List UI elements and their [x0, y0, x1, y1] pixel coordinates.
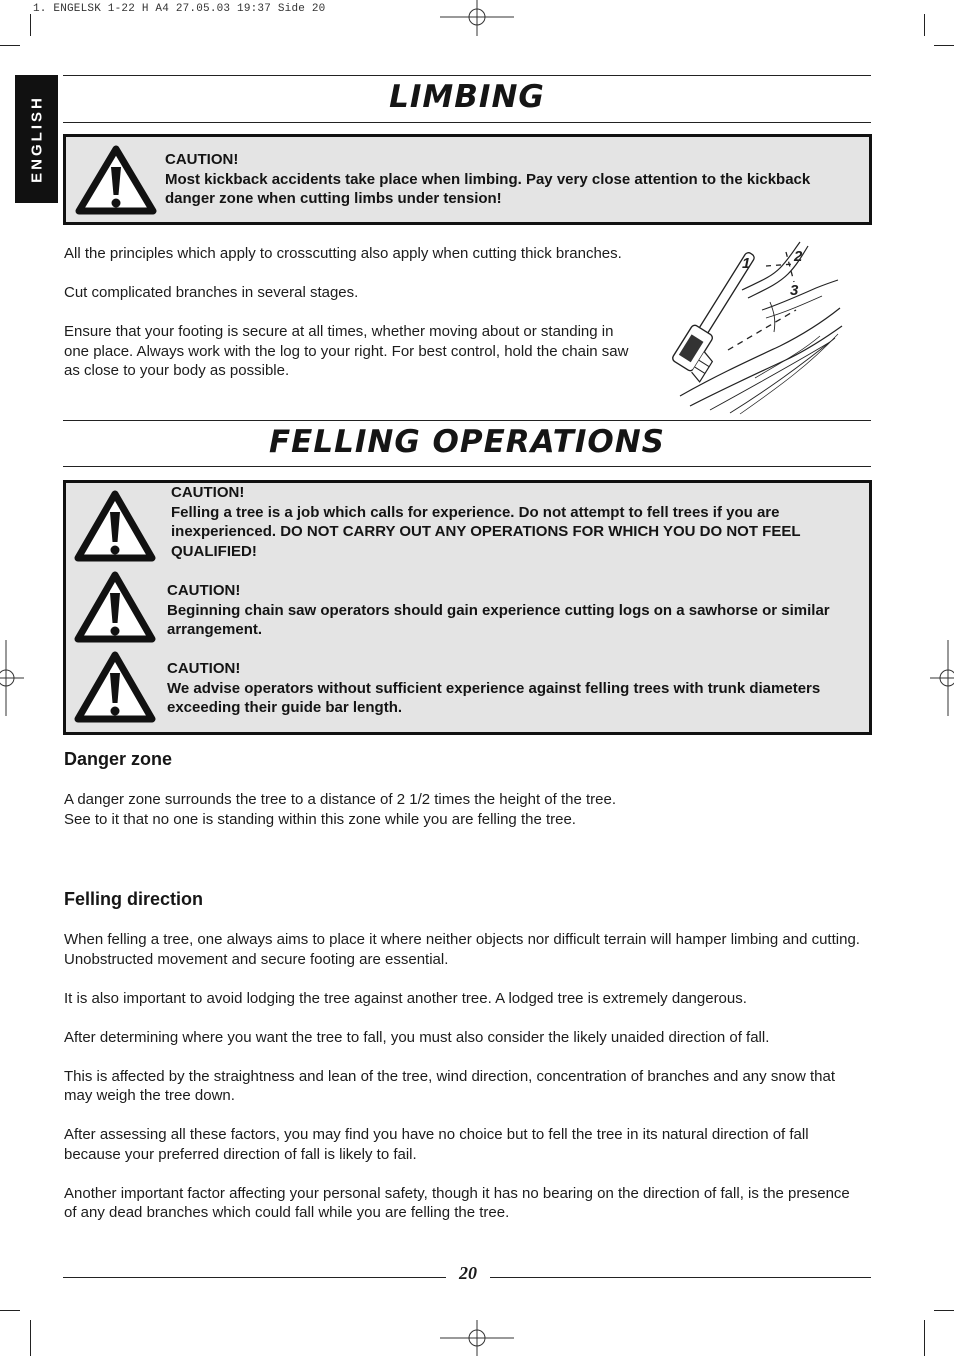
caution-label: CAUTION!	[167, 660, 241, 677]
paragraph: Another important factor affecting your personal safety, though it has no bearing on the direction of fall, is the presence of any dead branches which could fall while you are felling the tree.	[64, 1184, 850, 1221]
subheading-danger-zone: Danger zone	[64, 749, 173, 769]
caution-label: CAUTION!	[167, 582, 241, 599]
warning-triangle-icon	[72, 649, 158, 725]
paragraph: When felling a tree, one always aims to place it where neither objects nor difficult terrain will hamper limbing and cutting. Unobstructed movement and secure footing are essential.	[64, 931, 860, 968]
caution-text	[167, 581, 857, 640]
caution-message: Most kickback accidents take place when limbing. Pay very close attention to the kickback danger zone when cutting limbs under tension!	[165, 170, 811, 207]
caution-text	[165, 150, 855, 209]
danger-zone-body	[64, 790, 864, 829]
heading-rule	[63, 420, 871, 421]
felling-direction-body	[64, 930, 864, 1223]
caution-message: Beginning chain saw operators should gain experience cutting logs on a sawhorse or similar arrangement.	[167, 601, 830, 638]
figure-label: 3	[790, 282, 799, 299]
language-tab-label: ENGLISH	[28, 95, 45, 183]
warning-triangle-icon	[72, 488, 158, 564]
crop-mark	[0, 45, 20, 46]
crop-mark	[30, 1320, 31, 1356]
paragraph: See to it that no one is standing within this zone while you are felling the tree.	[64, 810, 576, 828]
registration-mark-icon	[930, 640, 954, 716]
crop-mark	[924, 1320, 925, 1356]
paragraph: This is affected by the straightness and lean of the tree, wind direction, concentration of branches and any snow that may weigh the tree down.	[64, 1067, 836, 1104]
print-slug: 1. ENGELSK 1-22 H A4 27.05.03 19:37 Side 20	[33, 3, 326, 15]
paragraph: After determining where you want the tree to fall, you must also consider the likely unaided direction of fall.	[64, 1028, 770, 1046]
crop-mark	[0, 1310, 20, 1311]
limbing-illustration	[670, 238, 850, 416]
subheading-felling-direction: Felling direction	[64, 889, 204, 909]
section-title-felling: FELLING OPERATIONS	[268, 424, 666, 460]
caution-text	[167, 659, 857, 718]
caution-text	[171, 483, 861, 561]
language-tab	[15, 75, 58, 203]
heading-rule	[63, 122, 871, 123]
paragraph: It is also important to avoid lodging the tree against another tree. A lodged tree is extremely dangerous.	[64, 989, 747, 1007]
caution-label: CAUTION!	[171, 484, 245, 501]
figure-label: 2	[794, 248, 803, 265]
registration-mark-icon	[0, 640, 24, 716]
section-title-limbing: LIMBING	[389, 79, 545, 115]
caution-box-limbing	[63, 134, 872, 225]
limbing-body	[64, 244, 639, 381]
footer-rule	[63, 1277, 446, 1278]
footer-rule	[490, 1277, 871, 1278]
paragraph: After assessing all these factors, you may find you have no choice but to fell the tree in its natural direction of fall because your preferred direction of fall is likely to fail.	[64, 1126, 809, 1163]
paragraph: A danger zone surrounds the tree to a distance of 2 1/2 times the height of the tree.	[64, 791, 617, 808]
paragraph: Cut complicated branches in several stages.	[64, 284, 359, 301]
caution-message: Felling a tree is a job which calls for experience. Do not attempt to fell trees if you are inexperienced. DO NOT CARRY OUT ANY OPERATIONS FOR WHICH YOU DO NOT FEEL QUALIFIED!	[171, 503, 801, 560]
figure-label: 1	[742, 255, 751, 272]
warning-triangle-icon	[73, 143, 159, 217]
warning-triangle-icon	[72, 569, 158, 645]
registration-mark-icon	[440, 1318, 514, 1356]
heading-rule	[63, 466, 871, 467]
crop-mark	[924, 14, 925, 36]
caution-box-felling	[63, 480, 872, 735]
heading-rule	[63, 75, 871, 76]
registration-mark-icon	[440, 0, 514, 40]
paragraph: Ensure that your footing is secure at all times, whether moving about or standing in one place. Always work with the log to your right. For best control, hold the chain saw as close to your body as possible.	[64, 323, 629, 379]
crop-mark	[30, 14, 31, 36]
page-number: 20	[459, 1263, 477, 1283]
paragraph: All the principles which apply to crosscutting also apply when cutting thick branches.	[64, 245, 622, 262]
crop-mark	[934, 45, 954, 46]
caution-label: CAUTION!	[165, 151, 239, 168]
crop-mark	[934, 1310, 954, 1311]
caution-message: We advise operators without sufficient experience against felling trees with trunk diameters exceeding their guide bar length.	[167, 679, 821, 716]
